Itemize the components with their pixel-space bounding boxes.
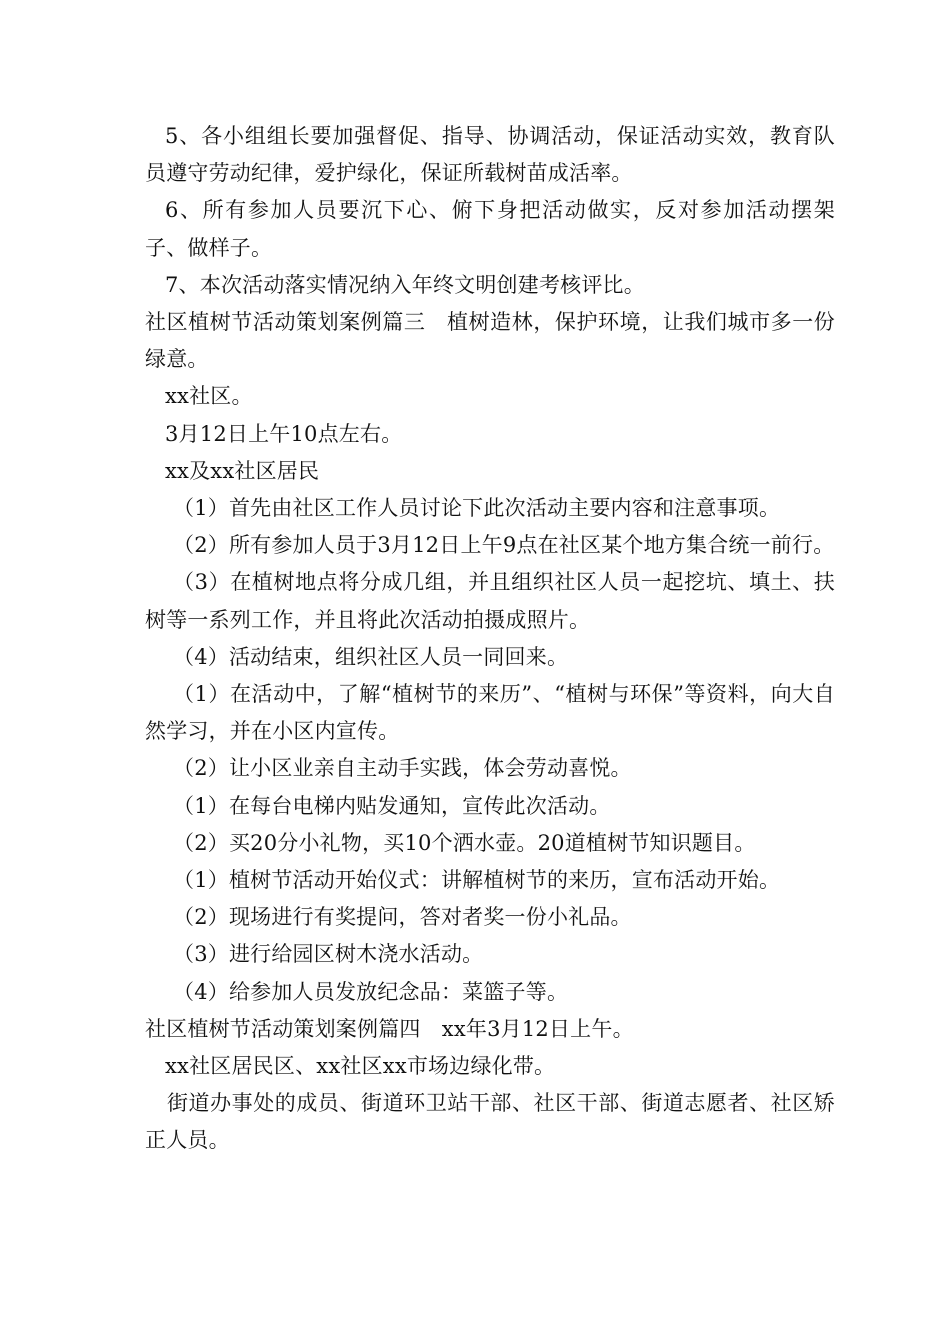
document-body — [145, 118, 835, 1160]
paragraph-prep-2: （2）买20分小礼物，买10个洒水壶。20道植树节知识题目。 — [173, 830, 756, 855]
section-heading-case-three: 社区植树节活动策划案例篇三 植树造林，保护环境，让我们城市多一份绿意。 — [145, 310, 835, 372]
paragraph-flow-4: （4）给参加人员发放纪念品：菜篮子等。 — [173, 979, 569, 1004]
paragraph-goal-1: （1）在活动中，了解“植树节的来历”、“植树与环保”等资料，向大自然学习，并在小区内宣传。 — [145, 682, 835, 744]
paragraph-prep-1: （1）在每台电梯内贴发通知，宣传此次活动。 — [173, 793, 611, 818]
paragraph-item-6: 6、所有参加人员要沉下心、俯下身把活动做实，反对参加活动摆架子、做样子。 — [145, 198, 835, 260]
paragraph-flow-1: （1）植树节活动开始仪式：讲解植树节的来历，宣布活动开始。 — [173, 868, 781, 893]
paragraph-flow-2: （2）现场进行有奖提问，答对者奖一份小礼品。 — [173, 905, 632, 930]
paragraph-step-3: （3）在植树地点将分成几组，并且组织社区人员一起挖坑、填土、扶树等一系列工作，并且将此次活动拍摄成照片。 — [145, 570, 835, 632]
paragraph-item-7: 7、本次活动落实情况纳入年终文明创建考核评比。 — [165, 272, 645, 297]
paragraph-step-2: （2）所有参加人员于3月12日上午9点在社区某个地方集合统一前行。 — [173, 533, 835, 558]
section-heading-case-four: 社区植树节活动策划案例篇四 xx年3月12日上午。 — [145, 1016, 634, 1041]
paragraph-time: 3月12日上午10点左右。 — [165, 421, 403, 446]
paragraph-step-1: （1）首先由社区工作人员讨论下此次活动主要内容和注意事项。 — [173, 496, 781, 521]
paragraph-item-5: 5、各小组组长要加强督促、指导、协调活动，保证活动实效，教育队员遵守劳动纪律，爱护绿化，保证所载树苗成活率。 — [145, 124, 835, 186]
paragraph-flow-3: （3）进行给园区树木浇水活动。 — [173, 942, 484, 967]
paragraph-participants: xx及xx社区居民 — [165, 458, 320, 483]
paragraph-step-4: （4）活动结束，组织社区人员一同回来。 — [173, 644, 569, 669]
paragraph-location: xx社区。 — [165, 384, 253, 409]
paragraph-participants-four: 街道办事处的成员、街道环卫站干部、社区干部、街道志愿者、社区矫正人员。 — [145, 1091, 835, 1153]
paragraph-goal-2: （2）让小区业亲自主动手实践，体会劳动喜悦。 — [173, 756, 632, 781]
paragraph-location-four: xx社区居民区、xx社区xx市场边绿化带。 — [165, 1054, 556, 1079]
